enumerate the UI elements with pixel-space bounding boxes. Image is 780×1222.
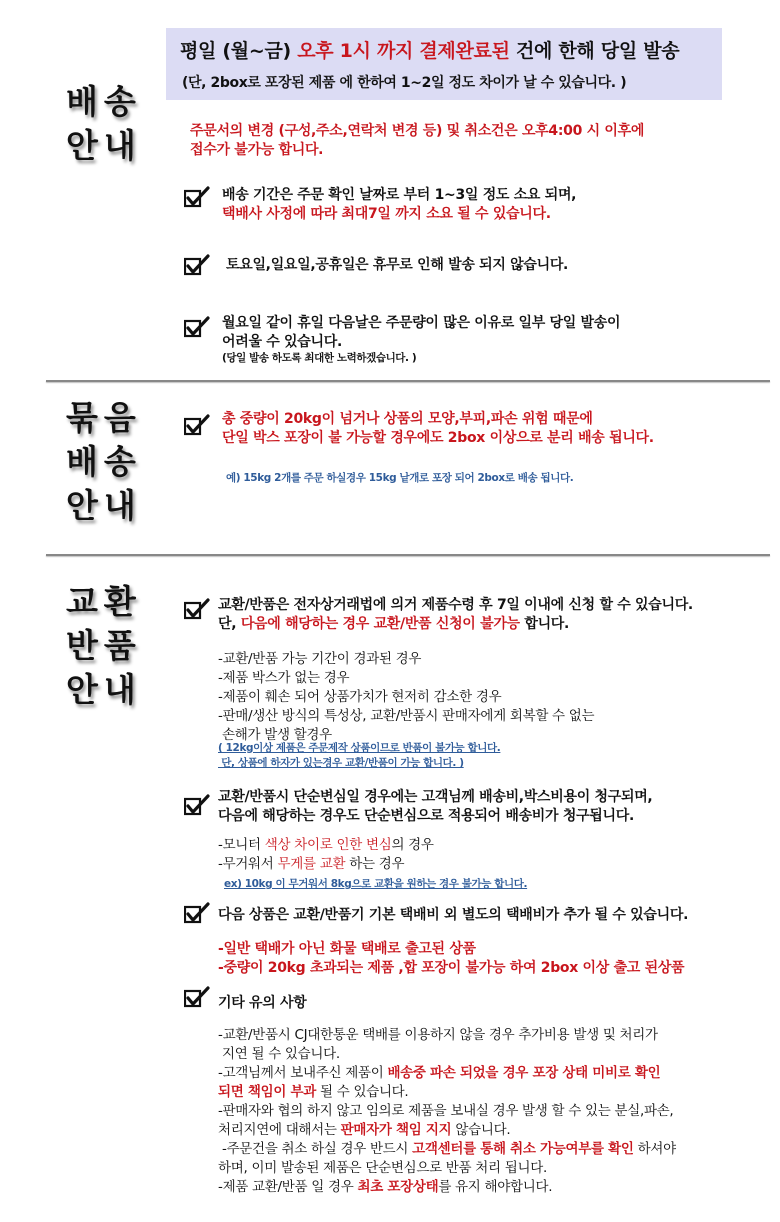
section-title-exchange: 교환 반품 안내 xyxy=(66,582,142,709)
list-item: -교환/반품시 CJ대한통운 택배를 이용하지 않을 경우 추가비용 발생 및 처리가 xyxy=(218,1027,658,1043)
exchange-note-12kg: ( 12kg이상 제품은 주문제작 상품이므로 반품이 불가능 합니다. 단, 상품에 하자가 있는경우 교환/반품이 가능 합니다. ) xyxy=(218,742,501,769)
checkbox-check-icon xyxy=(184,414,210,436)
banner-subline: (단, 2box로 포장된 제품 에 한하여 1~2일 정도 차이가 날 수 있습니다. ) xyxy=(182,75,627,91)
exchange-item-change-of-mind: 교환/반품시 단순변심일 경우에는 고객님께 배송비,박스비용이 청구되며, 다음에 해당하는 경우도 단순변심으로 적용되어 배송비가 청구됩니다. xyxy=(218,789,653,824)
checkbox-check-icon xyxy=(184,986,210,1008)
list-item: -제품 교환/반품 일 경우 최초 포장상태를 유지 해야합니다. xyxy=(218,1179,553,1195)
exchange-item-period: 교환/반품은 전자상거래법에 의거 제품수령 후 7일 이내에 신청 할 수 있습니다. 단, 다음에 해당하는 경우 교환/반품 신청이 불가능 합니다. xyxy=(218,597,693,632)
list-item: -중량이 20kg 초과되는 제품 ,합 포장이 불가능 하여 2box 이상 출고 된상품 xyxy=(218,960,685,976)
shipping-item-period: 배송 기간은 주문 확인 날짜로 부터 1~3일 정도 소요 되며, 택배사 사정에 따라 최대7일 까지 소요 될 수 있습니다. xyxy=(222,187,577,222)
checkbox-check-icon xyxy=(184,598,210,620)
list-item: -판매자와 협의 하지 않고 임의로 제품을 보내실 경우 발생 할 수 있는 분실,파손, xyxy=(218,1103,674,1119)
bundle-item: 총 중량이 20kg이 넘거나 상품의 모양,부피,파손 위험 때문에 단일 박스 포장이 불 가능할 경우에도 2box 이상으로 분리 배송 됩니다. xyxy=(222,411,654,446)
checkbox-check-icon xyxy=(184,186,210,208)
exchange-item-etc: 기타 유의 사항 xyxy=(218,995,307,1011)
checkbox-check-icon xyxy=(184,902,210,924)
shipping-item-holiday: 토요일,일요일,공휴일은 휴무로 인해 발송 되지 않습니다. xyxy=(226,257,569,273)
bundle-example: 예) 15kg 2개를 주문 하실경우 15kg 낱개로 포장 되어 2box로 배송 됩니다. xyxy=(226,472,574,484)
list-item: 손해가 발생 할경우 xyxy=(218,727,332,743)
list-item: -주문건을 취소 하실 경우 반드시 고객센터를 통해 취소 가능여부를 확인 하셔야 xyxy=(218,1141,676,1157)
exchange-conditions-list xyxy=(218,650,594,745)
exchange-mind-list xyxy=(218,836,434,874)
section-title-bundle: 묶음 배송 안내 xyxy=(66,398,142,525)
checkbox-check-icon xyxy=(184,794,210,816)
list-item: -제품 박스가 없는 경우 xyxy=(218,670,350,686)
section-title-shipping: 배송 안내 xyxy=(66,82,142,165)
shipping-item-monday-note: (당일 발송 하도록 최대한 노력하겠습니다. ) xyxy=(222,352,417,364)
list-item: 되면 책임이 부과 될 수 있습니다. xyxy=(218,1084,409,1100)
list-item: -일반 택배가 아닌 화물 택배로 출고된 상품 xyxy=(218,941,476,957)
exchange-item-extra-fee: 다음 상품은 교환/반품기 기본 택배비 외 별도의 택배비가 추가 될 수 있습니다. xyxy=(218,907,689,923)
section-divider xyxy=(46,380,770,382)
list-item: 지연 될 수 있습니다. xyxy=(218,1046,340,1062)
checkbox-check-icon xyxy=(184,316,210,338)
checkbox-check-icon xyxy=(184,254,210,276)
exchange-etc-list xyxy=(218,1026,676,1197)
list-item: -고객님께서 보내주신 제품이 배송중 파손 되었을 경우 포장 상태 미비로 확인 xyxy=(218,1065,661,1081)
list-item: -제품이 훼손 되어 상품가치가 현저히 감소한 경우 xyxy=(218,689,502,705)
section-divider xyxy=(46,554,770,556)
shipping-item-monday: 월요일 같이 휴일 다음날은 주문량이 많은 이유로 일부 당일 발송이 어려울 수 있습니다. xyxy=(222,315,621,350)
shipping-notice: 주문서의 변경 (구성,주소,연락처 변경 등) 및 취소건은 오후4:00 시 이후에 접수가 불가능 합니다. xyxy=(190,123,645,158)
list-item: 하며, 이미 발송된 제품은 단순변심으로 반품 처리 됩니다. xyxy=(218,1160,547,1176)
exchange-note-10kg: ex) 10kg 이 무거워서 8kg으로 교환을 원하는 경우 불가능 합니다. xyxy=(224,878,528,890)
list-item: -무거워서 무게를 교환 하는 경우 xyxy=(218,856,405,872)
list-item: -판매/생산 방식의 특성상, 교환/반품시 판매자에게 회복할 수 없는 xyxy=(218,708,595,724)
list-item: -교환/반품 가능 기간이 경과된 경우 xyxy=(218,651,422,667)
banner-headline: 평일 (월~금) 오후 1시 까지 결제완료된 건에 한해 당일 발송 xyxy=(180,40,680,62)
list-item: -모니터 색상 차이로 인한 변심의 경우 xyxy=(218,837,434,853)
exchange-extra-fee-list xyxy=(218,940,684,978)
list-item: 처리지연에 대해서는 판매자가 책임 지지 않습니다. xyxy=(218,1122,511,1138)
